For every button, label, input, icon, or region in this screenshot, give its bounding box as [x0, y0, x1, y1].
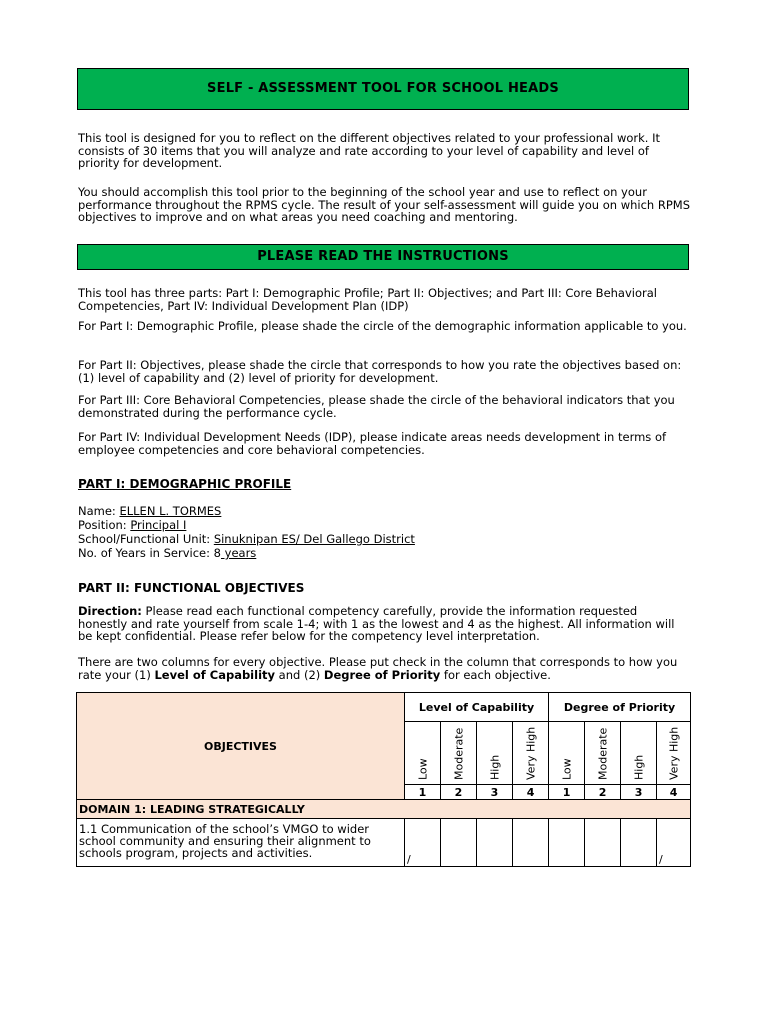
priority-scale-high: High [621, 722, 657, 785]
position-label: Position: [78, 518, 131, 532]
position-field [78, 519, 186, 532]
capability-header: Level of Capability [405, 693, 549, 722]
priority-number-1: 1 [549, 785, 585, 800]
priority-number-4: 4 [657, 785, 691, 800]
years-number: 8 [213, 546, 221, 560]
capability-number-1: 1 [405, 785, 441, 800]
capability-number-2: 2 [441, 785, 477, 800]
document-title: SELF - ASSESSMENT TOOL FOR SCHOOL HEADS [77, 68, 689, 110]
instruction-part1: For Part I: Demographic Profile, please shade the circle of the demographic information applicable to you. [78, 319, 687, 333]
instruction-part4: For Part IV: Individual Development Needs (IDP), please indicate areas needs development in terms of employee competencies and core behavioral competencies. [78, 430, 667, 457]
years-unit: years [220, 546, 257, 560]
objectives-header: OBJECTIVES [77, 693, 405, 800]
capability-scale-high: High [477, 722, 513, 785]
priority-scale-moderate: Moderate [585, 722, 621, 785]
priority-3-cell[interactable] [621, 819, 657, 867]
instruction-part3: For Part III: Core Behavioral Competencies, please shade the circle of the behavioral indicators that you demonstrated during the performance cycle. [78, 393, 675, 420]
columns-bold-priority: Degree of Priority [323, 667, 441, 682]
name-field [78, 505, 221, 518]
years-field [78, 547, 256, 560]
direction-text: Please read each functional competency carefully, provide the information requested honestly and rate yourself from scale 1-4; with 1 as the lowest and 4 as the highest. All information will be kept confidential. Please refer below for the competency level interpretation. [78, 604, 675, 643]
direction-paragraph [78, 605, 690, 643]
columns-bold-capability: Level of Capability [154, 667, 276, 682]
instructions-title: PLEASE READ THE INSTRUCTIONS [77, 244, 689, 270]
priority-number-3: 3 [621, 785, 657, 800]
capability-number-3: 3 [477, 785, 513, 800]
priority-2-cell[interactable] [585, 819, 621, 867]
name-value: ELLEN L. TORMES [119, 504, 222, 518]
unit-label: School/Functional Unit: [78, 532, 214, 546]
priority-scale-low: Low [549, 722, 585, 785]
capability-number-4: 4 [513, 785, 549, 800]
priority-check-mark: / [659, 853, 663, 866]
years-label: No. of Years in Service: [78, 546, 214, 560]
priority-4-cell[interactable] [657, 819, 691, 867]
part2-heading: PART II: FUNCTIONAL OBJECTIVES [78, 581, 305, 595]
columns-text-1: There are two columns for every objective. Please put check in the column that corresponds to how you rate your (1) [78, 655, 678, 682]
priority-header: Degree of Priority [549, 693, 691, 722]
capability-4-cell[interactable] [513, 819, 549, 867]
instruction-part2: For Part II: Objectives, please shade the circle that corresponds to how you rate the objectives based on: (1) level of capability and (2) level of priority for development. [78, 358, 682, 385]
table-row [77, 819, 691, 867]
instruction-parts: This tool has three parts: Part I: Demographic Profile; Part II: Objectives; and Part III: Core Behavioral Competencies, Part IV: Individual Development Plan (IDP) [78, 286, 657, 313]
name-label: Name: [78, 504, 120, 518]
priority-number-2: 2 [585, 785, 621, 800]
columns-paragraph [78, 656, 690, 681]
capability-scale-low: Low [405, 722, 441, 785]
capability-scale-very-high: Very High [513, 722, 549, 785]
intro-paragraph-1: This tool is designed for you to reflect on the different objectives related to your professional work. It consists of 30 items that you will analyze and rate according to your level of capability and level of priority for development. [78, 131, 661, 170]
columns-text-3: for each objective. [440, 667, 551, 682]
capability-3-cell[interactable] [477, 819, 513, 867]
intro-paragraph-2: You should accomplish this tool prior to the beginning of the school year and use to reflect on your performance throughout the RPMS cycle. The result of your self-assessment will guide you on which RPMS objectives to improve and on what areas you need coaching and mentoring. [78, 185, 691, 224]
objective-1-1: 1.1 Communication of the school’s VMGO to wider school community and ensuring their alignment to schools program, projects and activities. [77, 819, 405, 867]
capability-2-cell[interactable] [441, 819, 477, 867]
direction-label: Direction: [78, 604, 142, 618]
unit-value: Sinuknipan ES/ Del Gallego District [213, 532, 415, 546]
part1-heading: PART I: DEMOGRAPHIC PROFILE [78, 477, 292, 491]
capability-1-cell[interactable] [405, 819, 441, 867]
capability-scale-moderate: Moderate [441, 722, 477, 785]
capability-check-mark: / [407, 853, 411, 866]
position-value: Principal I [130, 518, 187, 532]
domain-1-row: DOMAIN 1: LEADING STRATEGICALLY [77, 800, 691, 819]
unit-field [78, 533, 415, 546]
objectives-table [76, 692, 691, 867]
priority-scale-very-high: Very High [657, 722, 691, 785]
priority-1-cell[interactable] [549, 819, 585, 867]
columns-text-2: and (2) [275, 667, 324, 682]
